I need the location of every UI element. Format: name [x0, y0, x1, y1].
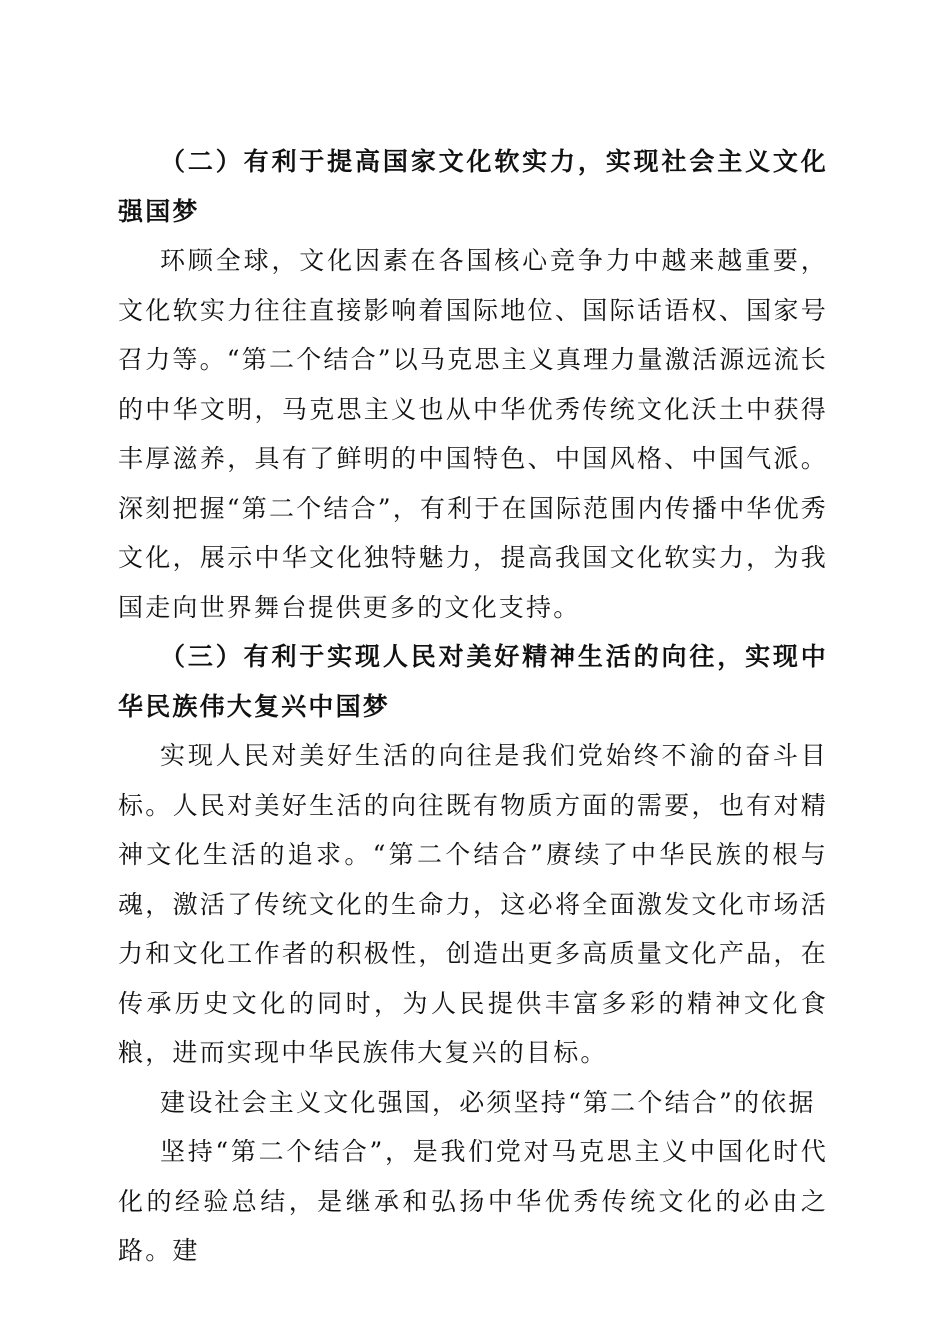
section-heading-2: （二）有利于提高国家文化软实力，实现社会主义文化强国梦 [118, 147, 828, 226]
paragraph-basis: 坚持“第二个结合”，是我们党对马克思主义中国化时代化的经验总结，是继承和弘扬中华优秀传统文化的必由之路。建 [118, 1137, 828, 1265]
section-title-basis: 建设社会主义文化强国，必须坚持“第二个结合”的依据 [160, 1087, 816, 1117]
section-heading-3: （三）有利于实现人民对美好精神生活的向往，实现中华民族伟大复兴中国梦 [118, 642, 828, 721]
paragraph-soft-power: 环顾全球，文化因素在各国核心竞争力中越来越重要，文化软实力往往直接影响着国际地位、国际话语权、国家号召力等。“第二个结合”以马克思主义真理力量激活源远流长的中华文明，马克思主义也从中华优秀传统文化沃土中获得丰厚滋养，具有了鲜明的中国特色、中国风格、中国气派。深刻把握“第二个结合”，有利于在国际范围内传播中华优秀文化，展示中华文化独特魅力，提高我国文化软实力，为我国走向世界舞台提供更多的文化支持。 [118, 246, 828, 622]
paragraph-spiritual-life: 实现人民对美好生活的向往是我们党始终不渝的奋斗目标。人民对美好生活的向往既有物质方面的需要，也有对精神文化生活的追求。“第二个结合”赓续了中华民族的根与魂，激活了传统文化的生命力，这必将全面激发文化市场活力和文化工作者的积极性，创造出更多高质量文化产品，在传承历史文化的同时，为人民提供丰富多彩的精神文化食粮，进而实现中华民族伟大复兴的目标。 [118, 741, 828, 1067]
document-body [118, 137, 828, 1276]
